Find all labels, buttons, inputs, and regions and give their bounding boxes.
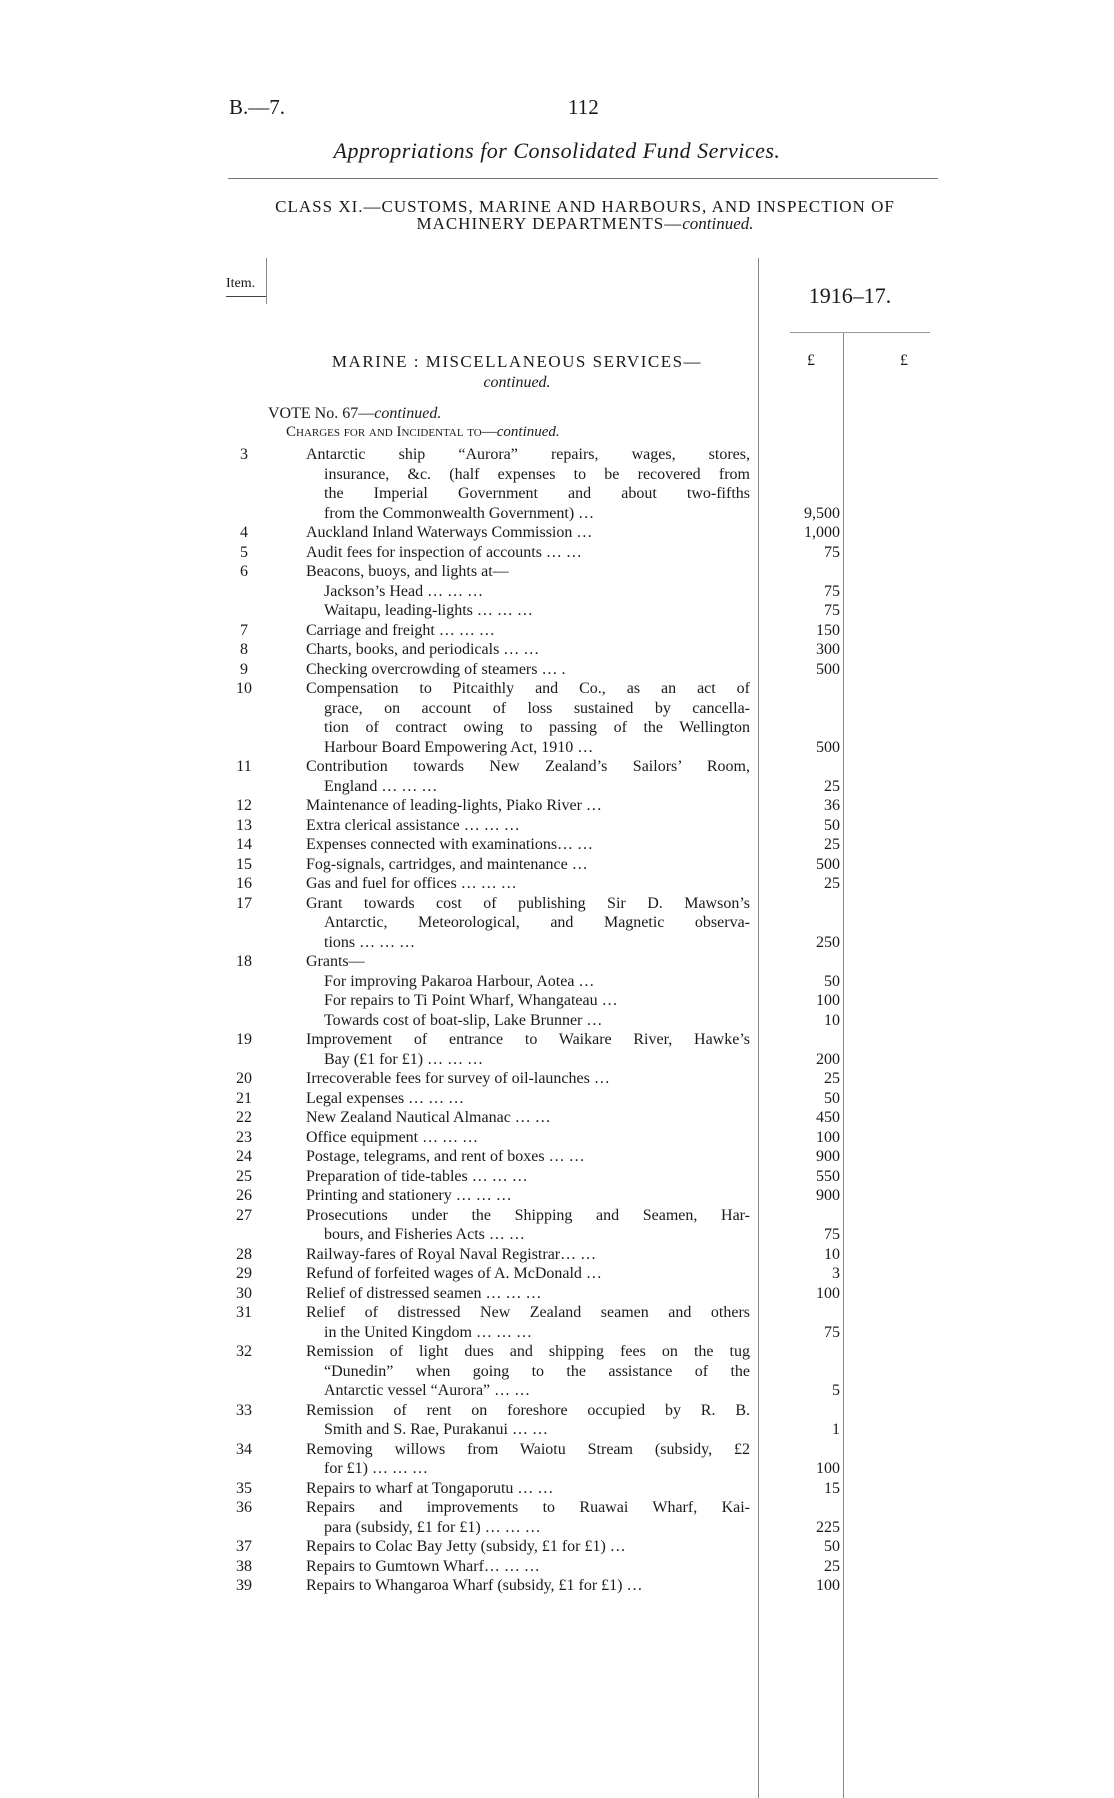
item-row bbox=[0, 445, 1114, 523]
item-row bbox=[0, 1245, 1114, 1265]
item-row bbox=[0, 952, 1114, 972]
currency-symbol-2: £ bbox=[900, 352, 908, 369]
item-row bbox=[0, 1440, 1114, 1479]
item-number: 24 bbox=[236, 1148, 252, 1165]
item-row bbox=[0, 601, 1114, 621]
item-description-line: Fog-signals, cartridges, and maintenance … bbox=[306, 855, 588, 873]
class-title bbox=[225, 198, 945, 232]
item-row bbox=[0, 621, 1114, 641]
item-amount: 250 bbox=[816, 933, 840, 951]
item-description-line: Legal expenses … … … bbox=[306, 1089, 465, 1107]
item-row bbox=[0, 582, 1114, 602]
item-description-line: Audit fees for inspection of accounts … … bbox=[306, 543, 582, 561]
item-row bbox=[0, 1128, 1114, 1148]
item-description-line: Carriage and freight … … … bbox=[306, 621, 495, 639]
item-row bbox=[0, 1186, 1114, 1206]
item-row bbox=[0, 640, 1114, 660]
item-amount: 15 bbox=[824, 1479, 840, 1497]
item-amount: 500 bbox=[816, 738, 840, 756]
item-description-line: Bay (£1 for £1) … … … bbox=[324, 1050, 484, 1068]
item-number: 7 bbox=[240, 621, 248, 639]
item-row bbox=[0, 894, 1114, 953]
item-description-line: Repairs to wharf at Tongaporutu … … bbox=[306, 1479, 554, 1497]
item-description-line: Extra clerical assistance … … … bbox=[306, 816, 520, 834]
item-amount: 75 bbox=[824, 1323, 840, 1341]
item-description-line: Charts, books, and periodicals … … bbox=[306, 641, 540, 658]
item-row bbox=[0, 1401, 1114, 1440]
item-number: 21 bbox=[236, 1089, 252, 1107]
page-number: 112 bbox=[568, 95, 599, 119]
item-amount: 450 bbox=[816, 1109, 840, 1126]
item-description-line: Remission of rent on foreshore occupied by R. B. bbox=[306, 1401, 750, 1419]
item-number: 9 bbox=[240, 660, 248, 678]
item-header-rule bbox=[226, 296, 266, 297]
year-column-header: 1916–17. bbox=[808, 283, 892, 308]
item-row bbox=[0, 523, 1114, 543]
item-amount: 900 bbox=[816, 1148, 840, 1165]
item-number: 19 bbox=[236, 1031, 252, 1048]
item-amount: 10 bbox=[824, 1011, 840, 1029]
item-description-line: For repairs to Ti Point Wharf, Whangateau … bbox=[324, 992, 618, 1009]
item-description-line: Maintenance of leading-lights, Piako River … bbox=[306, 797, 602, 814]
item-row bbox=[0, 543, 1114, 563]
item-description-line: Grant towards cost of publishing Sir D. Mawson’s bbox=[306, 894, 750, 912]
item-description-line: in the United Kingdom … … … bbox=[324, 1323, 532, 1341]
item-description-line: Preparation of tide-tables … … … bbox=[306, 1167, 528, 1185]
item-description-line: Waitapu, leading-lights … … … bbox=[324, 602, 533, 619]
item-row bbox=[0, 1557, 1114, 1577]
item-description-line: tion of contract owing to passing of the Wellington bbox=[324, 719, 750, 736]
item-description-line: Repairs to Colac Bay Jetty (subsidy, £1 for £1) … bbox=[306, 1538, 626, 1555]
item-row bbox=[0, 757, 1114, 796]
item-description-line: Checking overcrowding of steamers … . bbox=[306, 660, 566, 678]
item-description-line: bours, and Fisheries Acts … … bbox=[324, 1226, 525, 1243]
item-amount: 36 bbox=[824, 797, 840, 814]
currency-symbol-1: £ bbox=[807, 352, 815, 369]
item-amount: 150 bbox=[816, 621, 840, 639]
item-number: 11 bbox=[236, 758, 252, 775]
item-row bbox=[0, 1069, 1114, 1089]
class-title-line1: CLASS XI.—CUSTOMS, MARINE AND HARBOURS, AND INSPECTION OF bbox=[275, 197, 895, 216]
item-amount: 25 bbox=[824, 875, 840, 892]
item-row bbox=[0, 1030, 1114, 1069]
item-amount: 5 bbox=[832, 1382, 840, 1399]
item-description-line: from the Commonwealth Government) … bbox=[324, 504, 595, 522]
item-description-line: Relief of distressed seamen … … … bbox=[306, 1284, 542, 1302]
item-description-line: Printing and stationery … … … bbox=[306, 1187, 512, 1204]
item-number: 31 bbox=[236, 1304, 252, 1321]
item-description-line: Repairs and improvements to Ruawai Wharf, Kai- bbox=[306, 1499, 750, 1516]
item-description-line: Relief of distressed New Zealand seamen and others bbox=[306, 1304, 750, 1321]
item-description-line: Remission of light dues and shipping fees on the tug bbox=[306, 1343, 750, 1360]
item-description-line: Office equipment … … … bbox=[306, 1128, 479, 1146]
item-number: 3 bbox=[240, 446, 248, 463]
page-subtitle: Appropriations for Consolidated Fund Services. bbox=[333, 138, 781, 163]
item-description-line: Antarctic ship “Aurora” repairs, wages, stores, bbox=[306, 446, 750, 463]
item-number: 25 bbox=[236, 1167, 252, 1185]
item-number: 4 bbox=[240, 524, 248, 541]
item-number: 17 bbox=[236, 894, 252, 912]
item-description-line: Beacons, buoys, and lights at— bbox=[306, 563, 509, 580]
item-number: 14 bbox=[236, 836, 252, 853]
item-row bbox=[0, 1108, 1114, 1128]
item-amount: 25 bbox=[824, 1557, 840, 1575]
item-number: 26 bbox=[236, 1187, 252, 1204]
item-row bbox=[0, 796, 1114, 816]
item-description-line: Contribution towards New Zealand’s Sailors’ Room, bbox=[306, 758, 750, 775]
item-description-line: Improvement of entrance to Waikare River, Hawke’s bbox=[306, 1031, 750, 1048]
item-amount: 300 bbox=[816, 641, 840, 658]
section-title-continued: continued. bbox=[483, 374, 551, 391]
item-number: 22 bbox=[236, 1109, 252, 1126]
item-amount: 25 bbox=[824, 777, 840, 795]
item-row bbox=[0, 1264, 1114, 1284]
item-description-line: Expenses connected with examinations… … bbox=[306, 836, 594, 853]
item-amount: 75 bbox=[824, 543, 840, 561]
item-number: 18 bbox=[236, 953, 252, 970]
item-number: 28 bbox=[236, 1245, 252, 1263]
item-row bbox=[0, 1342, 1114, 1401]
item-column-divider bbox=[266, 258, 267, 304]
item-number: 33 bbox=[236, 1401, 252, 1419]
item-amount: 10 bbox=[824, 1245, 840, 1263]
item-description-line: England … … … bbox=[324, 777, 438, 795]
item-description-line: Gas and fuel for offices … … … bbox=[306, 875, 517, 892]
item-row bbox=[0, 991, 1114, 1011]
item-description-line: para (subsidy, £1 for £1) … … … bbox=[324, 1518, 541, 1536]
item-row bbox=[0, 660, 1114, 680]
item-description-line: tions … … … bbox=[324, 933, 416, 951]
item-description-line: Antarctic vessel “Aurora” … … bbox=[324, 1382, 531, 1399]
item-amount: 75 bbox=[824, 582, 840, 600]
item-amount: 100 bbox=[816, 992, 840, 1009]
item-number: 38 bbox=[236, 1557, 252, 1575]
item-amount: 25 bbox=[824, 1070, 840, 1087]
item-number: 16 bbox=[236, 875, 252, 892]
item-number: 10 bbox=[236, 680, 252, 697]
item-row bbox=[0, 816, 1114, 836]
header-rule bbox=[228, 178, 938, 179]
item-row bbox=[0, 1147, 1114, 1167]
item-description-line: Repairs to Whangaroa Wharf (subsidy, £1 for £1) … bbox=[306, 1577, 643, 1594]
page-reference: B.—7. bbox=[229, 95, 286, 119]
item-description-line: For improving Pakaroa Harbour, Aotea … bbox=[324, 972, 595, 990]
item-description-line: Auckland Inland Waterways Commission … bbox=[306, 524, 593, 541]
vote-label: VOTE No. 67—continued. bbox=[268, 405, 442, 422]
item-row bbox=[0, 874, 1114, 894]
item-number: 13 bbox=[236, 816, 252, 834]
charges-label: Charges for and Incidental to—continued. bbox=[286, 424, 560, 440]
item-row bbox=[0, 1537, 1114, 1557]
item-amount: 900 bbox=[816, 1187, 840, 1204]
item-row bbox=[0, 1089, 1114, 1109]
item-number: 32 bbox=[236, 1343, 252, 1360]
item-amount: 3 bbox=[832, 1265, 840, 1282]
item-amount: 100 bbox=[816, 1284, 840, 1302]
item-row bbox=[0, 1167, 1114, 1187]
item-description-line: Jackson’s Head … … … bbox=[324, 582, 484, 600]
appropriation-items bbox=[0, 445, 1114, 1596]
year-header-rule bbox=[790, 332, 930, 333]
item-amount: 75 bbox=[824, 602, 840, 619]
item-row bbox=[0, 1498, 1114, 1537]
item-row bbox=[0, 835, 1114, 855]
item-amount: 100 bbox=[816, 1128, 840, 1146]
item-amount: 100 bbox=[816, 1577, 840, 1594]
class-title-line2: MACHINERY DEPARTMENTS—continued. bbox=[416, 214, 754, 233]
item-row bbox=[0, 1303, 1114, 1342]
item-row bbox=[0, 1576, 1114, 1596]
item-description-line: “Dunedin” when going to the assistance of the bbox=[324, 1362, 750, 1380]
item-amount: 50 bbox=[824, 1089, 840, 1107]
item-number: 6 bbox=[240, 563, 248, 580]
item-description-line: Removing willows from Waiotu Stream (subsidy, £2 bbox=[306, 1440, 750, 1458]
item-row bbox=[0, 1011, 1114, 1031]
item-row bbox=[0, 1284, 1114, 1304]
item-number: 39 bbox=[236, 1577, 252, 1594]
item-row bbox=[0, 562, 1114, 582]
item-row bbox=[0, 1206, 1114, 1245]
item-column-header: Item. bbox=[226, 276, 256, 291]
item-number: 35 bbox=[236, 1479, 252, 1497]
item-amount: 1,000 bbox=[804, 524, 840, 541]
item-description-line: for £1) … … … bbox=[324, 1460, 428, 1477]
item-number: 8 bbox=[240, 641, 248, 658]
item-row bbox=[0, 679, 1114, 757]
item-row bbox=[0, 855, 1114, 875]
item-amount: 50 bbox=[824, 1538, 840, 1555]
item-row bbox=[0, 1479, 1114, 1499]
item-amount: 50 bbox=[824, 972, 840, 990]
item-number: 20 bbox=[236, 1070, 252, 1087]
item-description-line: grace, on account of loss sustained by cancella- bbox=[324, 699, 750, 717]
item-description-line: Refund of forfeited wages of A. McDonald … bbox=[306, 1265, 602, 1282]
item-number: 27 bbox=[236, 1206, 252, 1224]
item-amount: 500 bbox=[816, 660, 840, 678]
item-amount: 75 bbox=[824, 1226, 840, 1243]
item-number: 12 bbox=[236, 797, 252, 814]
section-title bbox=[302, 352, 732, 393]
item-description-line: Antarctic, Meteorological, and Magnetic observa- bbox=[324, 914, 750, 931]
item-description-line: Harbour Board Empowering Act, 1910 … bbox=[324, 738, 594, 756]
item-description-line: Repairs to Gumtown Wharf… … … bbox=[306, 1557, 540, 1575]
item-number: 23 bbox=[236, 1128, 252, 1146]
item-amount: 50 bbox=[824, 816, 840, 834]
item-description-line: Smith and S. Rae, Purakanui … … bbox=[324, 1421, 548, 1438]
item-description-line: Irrecoverable fees for survey of oil-launches … bbox=[306, 1070, 610, 1087]
item-description-line: Prosecutions under the Shipping and Seamen, Har- bbox=[306, 1206, 750, 1224]
item-amount: 550 bbox=[816, 1167, 840, 1185]
item-description-line: Railway-fares of Royal Naval Registrar… … bbox=[306, 1245, 597, 1263]
item-amount: 225 bbox=[816, 1518, 840, 1536]
item-description-line: Grants— bbox=[306, 953, 365, 970]
item-amount: 25 bbox=[824, 836, 840, 853]
item-description-line: insurance, &c. (half expenses to be recovered from bbox=[324, 465, 750, 483]
item-number: 30 bbox=[236, 1284, 252, 1302]
item-amount: 100 bbox=[816, 1460, 840, 1477]
item-number: 34 bbox=[236, 1440, 252, 1458]
item-description-line: the Imperial Government and about two-fifths bbox=[324, 485, 750, 502]
item-amount: 500 bbox=[816, 855, 840, 873]
item-description-line: Postage, telegrams, and rent of boxes … … bbox=[306, 1148, 585, 1165]
item-description-line: Compensation to Pitcaithly and Co., as an act of bbox=[306, 680, 750, 697]
item-description-line: New Zealand Nautical Almanac … … bbox=[306, 1109, 551, 1126]
item-number: 5 bbox=[240, 543, 248, 561]
item-number: 36 bbox=[236, 1499, 252, 1516]
item-amount: 1 bbox=[832, 1421, 840, 1438]
section-title-text: MARINE : MISCELLANEOUS SERVICES— bbox=[331, 352, 703, 371]
item-number: 15 bbox=[236, 855, 252, 873]
item-amount: 9,500 bbox=[804, 504, 840, 522]
item-number: 37 bbox=[236, 1538, 252, 1555]
item-description-line: Towards cost of boat-slip, Lake Brunner … bbox=[324, 1011, 603, 1029]
item-row bbox=[0, 972, 1114, 992]
item-amount: 200 bbox=[816, 1050, 840, 1068]
item-number: 29 bbox=[236, 1265, 252, 1282]
